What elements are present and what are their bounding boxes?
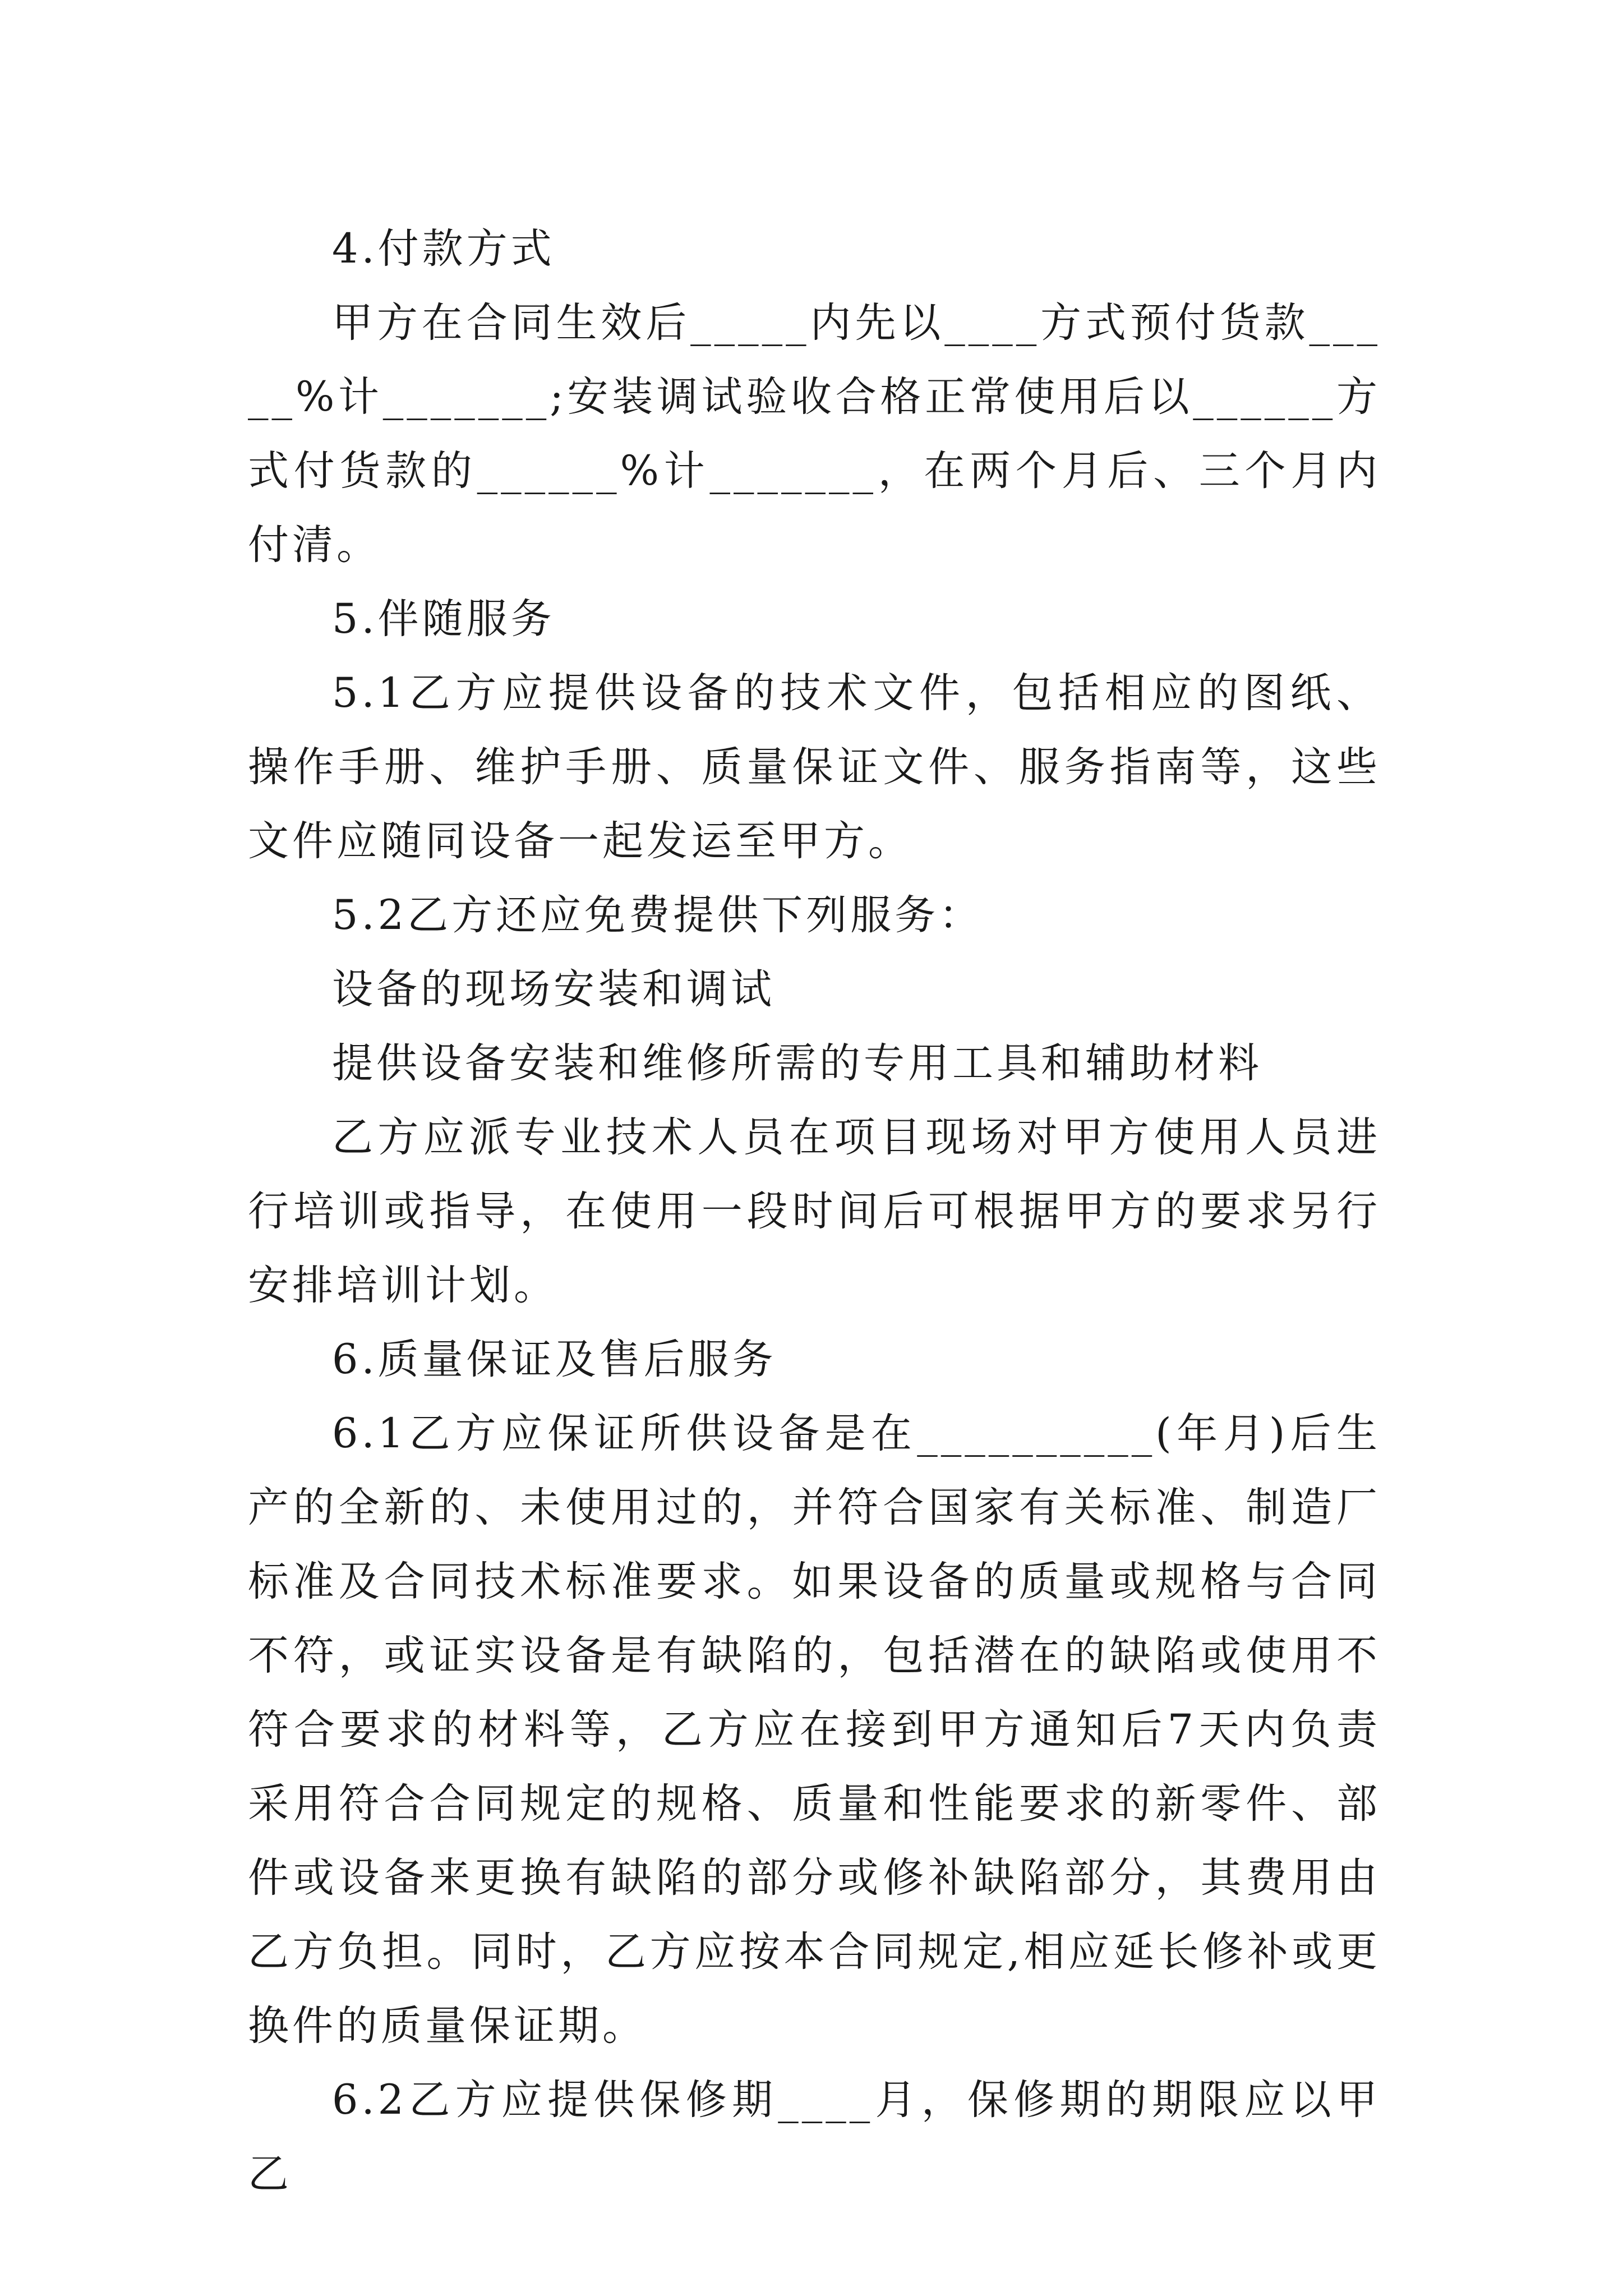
paragraph-training: 乙方应派专业技术人员在项目现场对甲方使用人员进行培训或指导，在使用一段时间后可根据甲方的要求另行安排培训计划。 [248, 1114, 1381, 1309]
list-item-tools-materials: 提供设备安装和维修所需的专用工具和辅助材料 [332, 1039, 1262, 1087]
heading-payment-method: 4.付款方式 [332, 225, 555, 273]
paragraph-6-2-warranty-period: 6.2乙方应提供保修期____月，保修期的期限应以甲乙 [248, 2076, 1381, 2198]
paragraph-payment-terms: 甲方在合同生效后_____内先以____方式预付货款_____%计_______;安装调试验收合格正常使用后以______方式付货款的______%计_______，在两个月后、三个月内付清。 [248, 299, 1381, 569]
heading-accompanying-services: 5.伴随服务 [332, 595, 555, 643]
document-body [248, 212, 1381, 2211]
paragraph-5-2-free-services: 5.2乙方还应免费提供下列服务： [332, 891, 984, 939]
heading-quality-assurance: 6.质量保证及售后服务 [332, 1336, 777, 1383]
paragraph-6-1-quality-guarantee: 6.1乙方应保证所供设备是在__________(年月)后生产的全新的、未使用过的，并符合国家有关标准、制造厂标准及合同技术标准要求。如果设备的质量或规格与合同不符，或证实设备是有缺陷的，包括潜在的缺陷或使用不符合要求的材料等，乙方应在接到甲方通知后7天内负责采用符合合同规定的规格、质量和性能要求的新零件、部件或设备来更换有缺陷的部分或修补缺陷部分，其费用由乙方负担。同时，乙方应按本合同规定,相应延长修补或更换件的质量保证期。 [248, 1410, 1381, 2050]
paragraph-5-1-technical-documents: 5.1乙方应提供设备的技术文件，包括相应的图纸、操作手册、维护手册、质量保证文件、服务指南等，这些文件应随同设备一起发运至甲方。 [248, 669, 1381, 865]
list-item-installation: 设备的现场安装和调试 [332, 965, 775, 1013]
